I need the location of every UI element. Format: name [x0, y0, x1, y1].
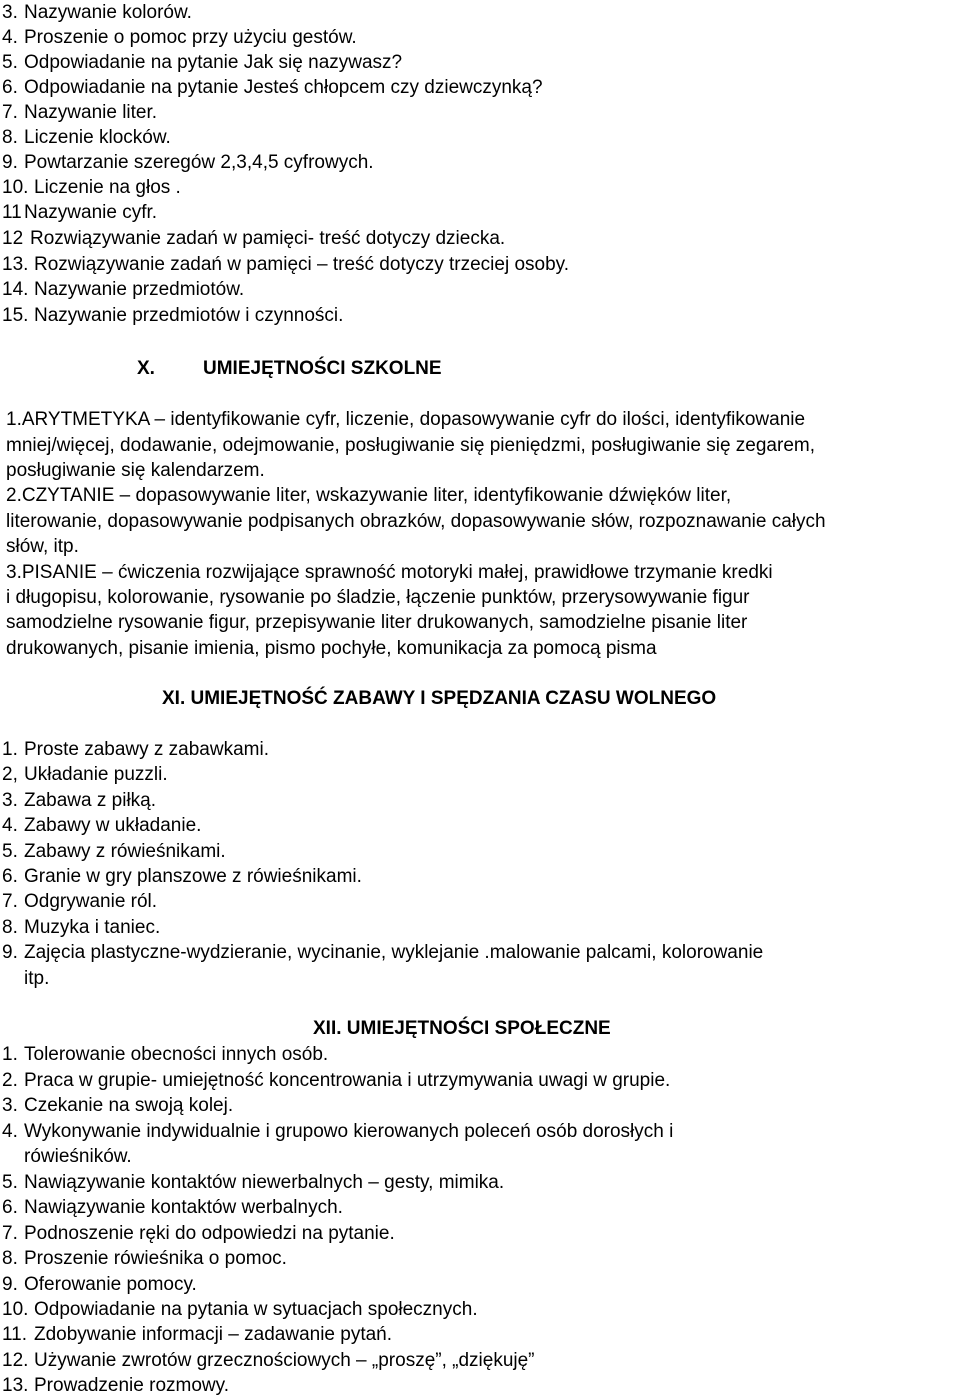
list-text: Proszenie rówieśnika o pomoc.: [24, 1248, 287, 1269]
list-number: 3.: [2, 790, 18, 811]
list-number: 5.: [2, 52, 18, 73]
list-item-continuation: itp.: [24, 968, 50, 989]
list-number: 10.: [2, 1299, 29, 1320]
list-item: [2, 839, 226, 865]
list-item-continuation: rówieśników.: [24, 1146, 132, 1167]
paragraph-line: 2.CZYTANIE – dopasowywanie liter, wskazywanie liter, identyfikowanie dźwięków liter,: [6, 485, 732, 506]
list-number: 1.: [2, 739, 18, 760]
list-item: [2, 1195, 343, 1221]
list-item: [2, 175, 181, 201]
list-item: [2, 75, 543, 101]
list-item: [2, 125, 171, 151]
list-text: Czekanie na swoją kolej.: [24, 1095, 234, 1116]
list-item: [2, 864, 362, 890]
list-number: 6.: [2, 77, 18, 98]
paragraph-line: mniej/więcej, dodawanie, odejmowanie, posługiwanie się pieniędzmi, posługiwanie się zegarem,: [6, 435, 816, 456]
list-text: Proste zabawy z zabawkami.: [24, 739, 269, 760]
paragraph-line: drukowanych, pisanie imienia, pismo pochyłe, komunikacja za pomocą pisma: [6, 638, 657, 659]
list-item: [2, 1297, 478, 1323]
list-text: Rozwiązywanie zadań w pamięci- treść dotyczy dziecka.: [30, 228, 506, 249]
list-number: 10.: [2, 177, 29, 198]
list-item: [2, 940, 763, 966]
list-item: [2, 1170, 504, 1196]
list-number: 6.: [2, 866, 18, 887]
list-item: [2, 1042, 328, 1068]
list-text: Odpowiadanie na pytanie Jak się nazywasz?: [24, 52, 403, 73]
list-text: Nazywanie przedmiotów i czynności.: [34, 305, 344, 326]
list-text: Rozwiązywanie zadań w pamięci – treść dotyczy trzeciej osoby.: [34, 254, 570, 275]
list-text: Odpowiadanie na pytanie Jesteś chłopcem czy dziewczynką?: [24, 77, 543, 98]
list-number: 4.: [2, 27, 18, 48]
list-number: 2.: [2, 1070, 18, 1091]
list-item: [2, 252, 569, 278]
list-text: Zabawy z rówieśnikami.: [24, 841, 226, 862]
section-title: UMIEJĘTNOŚCI SZKOLNE: [203, 358, 442, 379]
list-number: 11.: [2, 1324, 28, 1345]
list-item: [2, 1093, 233, 1119]
list-text: Prowadzenie rozmowy.: [34, 1375, 230, 1396]
list-number: 3.: [2, 2, 18, 23]
paragraph-line: 3.PISANIE – ćwiczenia rozwijające sprawność motoryki małej, prawidłowe trzymanie kredki: [6, 562, 773, 583]
list-number: 7.: [2, 891, 18, 912]
list-number: 7.: [2, 1223, 18, 1244]
list-item: [2, 25, 357, 51]
list-number: 5.: [2, 841, 18, 862]
list-text: Nazywanie liter.: [24, 102, 158, 123]
list-text: Praca w grupie- umiejętność koncentrowania i utrzymywania uwagi w grupie.: [24, 1070, 671, 1091]
list-item: [2, 889, 157, 915]
list-text: Zabawy w układanie.: [24, 815, 202, 836]
list-text: Odpowiadanie na pytania w sytuacjach społecznych.: [34, 1299, 478, 1320]
list-number: 4.: [2, 815, 18, 836]
list-text: Muzyka i taniec.: [24, 917, 161, 938]
list-item: [2, 0, 192, 26]
list-item: [2, 50, 402, 76]
list-number: 12: [2, 228, 24, 249]
list-number: 7.: [2, 102, 18, 123]
list-item: [2, 915, 160, 941]
list-item: [2, 1373, 229, 1399]
list-item: [2, 200, 157, 226]
list-number: 6.: [2, 1197, 18, 1218]
list-text: Liczenie na głos .: [34, 177, 181, 198]
list-text: Odgrywanie ról.: [24, 891, 158, 912]
list-item: [2, 1348, 535, 1374]
list-number: 13.: [2, 1375, 29, 1396]
list-text: Proszenie o pomoc przy użyciu gestów.: [24, 27, 357, 48]
list-text: Nawiązywanie kontaktów niewerbalnych – gesty, mimika.: [24, 1172, 505, 1193]
list-item: [2, 303, 343, 329]
list-text: Liczenie klocków.: [24, 127, 171, 148]
list-item: [2, 788, 156, 814]
section-number: X.: [137, 358, 155, 379]
list-text: Tolerowanie obecności innych osób.: [24, 1044, 329, 1065]
list-number: 9.: [2, 152, 18, 173]
list-text: Nazywanie cyfr.: [24, 202, 158, 223]
list-number: 14.: [2, 279, 29, 300]
list-item: [2, 1119, 673, 1145]
section-heading: XII. UMIEJĘTNOŚCI SPOŁECZNE: [313, 1018, 611, 1039]
list-number: 4.: [2, 1121, 18, 1142]
paragraph-line: samodzielne rysowanie figur, przepisywanie liter drukowanych, samodzielne pisanie liter: [6, 612, 748, 633]
list-text: Podnoszenie ręki do odpowiedzi na pytanie.: [24, 1223, 395, 1244]
list-number: 13.: [2, 254, 29, 275]
list-number: 8.: [2, 1248, 18, 1269]
list-item: [2, 1322, 392, 1348]
section-heading: XI. UMIEJĘTNOŚĆ ZABAWY I SPĘDZANIA CZASU WOLNEGO: [162, 688, 717, 709]
list-text: Układanie puzzli.: [24, 764, 168, 785]
list-text: Powtarzanie szeregów 2,3,4,5 cyfrowych.: [24, 152, 374, 173]
list-item: [2, 737, 269, 763]
paragraph-line: posługiwanie się kalendarzem.: [6, 460, 265, 481]
list-number: 8.: [2, 127, 18, 148]
list-item: [2, 226, 505, 252]
list-number: 9.: [2, 942, 18, 963]
list-item: [2, 1221, 395, 1247]
list-number: 11: [2, 202, 22, 223]
list-item: [2, 1068, 670, 1094]
list-text: Zdobywanie informacji – zadawanie pytań.: [34, 1324, 393, 1345]
list-number: 1.: [2, 1044, 18, 1065]
list-item: [2, 277, 244, 303]
list-text: Nawiązywanie kontaktów werbalnych.: [24, 1197, 343, 1218]
list-item: [2, 1272, 197, 1298]
list-number: 12.: [2, 1350, 29, 1371]
list-number: 2,: [2, 764, 18, 785]
paragraph-line: słów, itp.: [6, 536, 79, 557]
paragraph-line: literowanie, dopasowywanie podpisanych obrazków, dopasowywanie słów, rozpoznawanie całych: [6, 511, 826, 532]
list-text: Nazywanie przedmiotów.: [34, 279, 245, 300]
list-text: Wykonywanie indywidualnie i grupowo kierowanych poleceń osób dorosłych i: [24, 1121, 674, 1142]
list-item: [2, 150, 374, 176]
list-text: Granie w gry planszowe z rówieśnikami.: [24, 866, 362, 887]
list-text: Oferowanie pomocy.: [24, 1274, 197, 1295]
list-text: Zabawa z piłką.: [24, 790, 157, 811]
paragraph-line: i długopisu, kolorowanie, rysowanie po śladzie, łączenie punktów, przerysowywanie figur: [6, 587, 750, 608]
list-number: 5.: [2, 1172, 18, 1193]
list-item: [2, 762, 168, 788]
paragraph-line: 1.ARYTMETYKA – identyfikowanie cyfr, liczenie, dopasowywanie cyfr do ilości, identyfikowanie: [6, 409, 806, 430]
list-number: 8.: [2, 917, 18, 938]
list-number: 3.: [2, 1095, 18, 1116]
list-item: [2, 100, 157, 126]
list-text: Nazywanie kolorów.: [24, 2, 192, 23]
section-heading: [137, 356, 442, 382]
list-text: Używanie zwrotów grzecznościowych – „proszę”, „dziękuję”: [34, 1350, 535, 1371]
list-item: [2, 1246, 287, 1272]
list-text: Zajęcia plastyczne-wydzieranie, wycinanie, wyklejanie .malowanie palcami, kolorowanie: [24, 942, 764, 963]
list-number: 9.: [2, 1274, 18, 1295]
list-item: [2, 813, 201, 839]
list-number: 15.: [2, 305, 29, 326]
